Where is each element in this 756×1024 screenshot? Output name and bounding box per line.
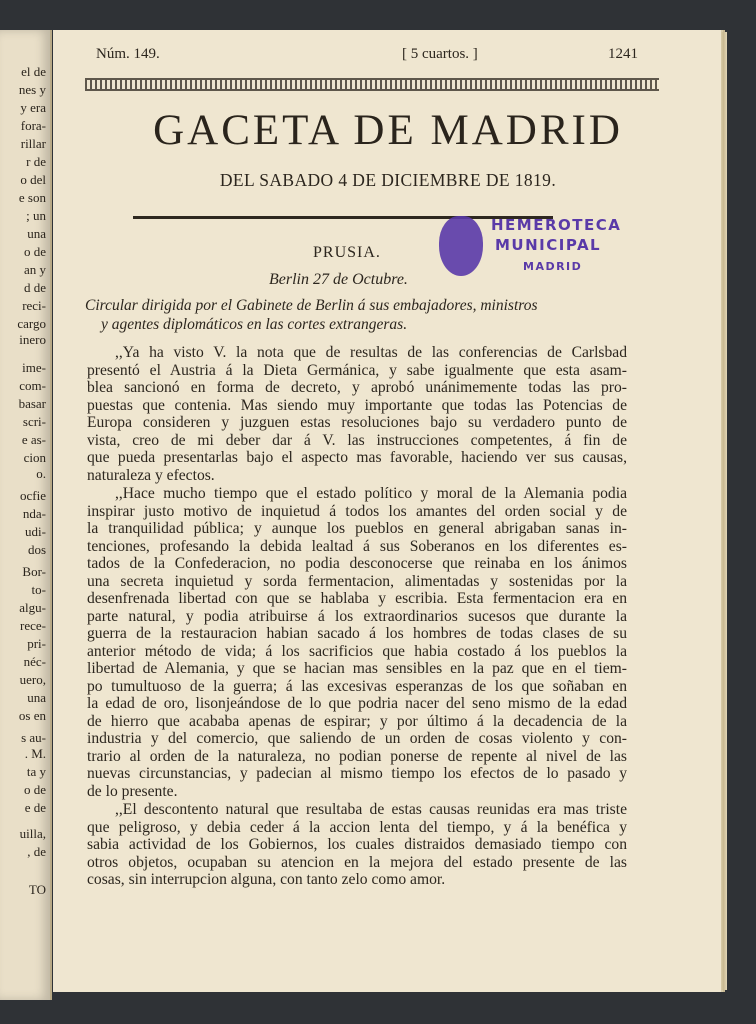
left-page-text-fragment: una bbox=[27, 690, 46, 705]
circular-heading bbox=[85, 296, 625, 334]
left-page-text-fragment: fora- bbox=[20, 118, 46, 133]
left-page-fragment bbox=[0, 30, 52, 1000]
left-page-text-fragment: e son bbox=[18, 190, 46, 205]
left-page-text-fragment: cargo bbox=[17, 316, 46, 331]
text-line: vista, creo de mi deber dar á V. las instrucciones competentes, á fin de bbox=[87, 431, 627, 449]
left-page-text-fragment: d de bbox=[23, 280, 46, 295]
page-edge bbox=[721, 32, 727, 990]
left-page-text-fragment: udi- bbox=[25, 524, 46, 539]
left-page-text-fragment: to- bbox=[31, 582, 46, 597]
stamp-line-1: HEMEROTECA bbox=[491, 216, 622, 234]
text-line: nuevas circunstancias, y padecian al mismo tiempo los efectos de lo pasado y bbox=[87, 765, 627, 782]
left-page-text-fragment: uero, bbox=[19, 672, 46, 687]
issue-number: Núm. 149. bbox=[96, 46, 160, 62]
text-line: la edad de oro, lisonjeándose de lo que podria nacer del seno mismo de la edad bbox=[87, 695, 627, 712]
left-page-text-fragment: basar bbox=[18, 396, 46, 411]
library-stamp bbox=[439, 214, 639, 280]
left-page-text-fragment: ; un bbox=[26, 208, 46, 223]
left-page-text-fragment: uilla, bbox=[19, 826, 46, 841]
article-paragraph bbox=[87, 801, 627, 889]
text-line: que peligroso, y debia ceder á la accion lenta del tiempo, y á la benéfica y bbox=[87, 818, 627, 836]
left-page-text-fragment: el de bbox=[21, 64, 46, 79]
text-line: ,,El descontento natural que resultaba de estas causas reunidas era mas triste bbox=[115, 801, 627, 818]
left-page-text-fragment: cion bbox=[23, 450, 46, 465]
left-page-text-fragment: dos bbox=[27, 542, 46, 557]
left-page-text-fragment: o del bbox=[20, 172, 46, 187]
left-page-text-fragment: nes y bbox=[18, 82, 46, 97]
stamp-line-3: MADRID bbox=[523, 260, 583, 273]
decorative-rule bbox=[85, 78, 659, 91]
text-line: cosas, sin interrupcion alguna, con tanto zelo como amor. bbox=[87, 871, 446, 888]
left-page-text-fragment: rillar bbox=[20, 136, 46, 151]
text-line: desenfrenada libertad con que se hablaba y escribia. Esta fermentacion era en bbox=[87, 590, 627, 607]
left-page-text-fragment: s au- bbox=[21, 730, 46, 745]
left-page-text-fragment: ocfie bbox=[20, 488, 46, 503]
masthead-title: GACETA DE MADRID bbox=[153, 107, 623, 154]
text-line: que pueda presentarlas bajo el aspecto mas favorable, haciendo ver sus causas, bbox=[87, 449, 627, 466]
text-line: naturaleza y efectos. bbox=[87, 466, 215, 484]
left-page-text-fragment: . M. bbox=[24, 746, 46, 761]
article-body bbox=[87, 344, 627, 890]
left-page-text-fragment: y era bbox=[20, 100, 46, 115]
text-line: presentó el Austria á la Dieta Germánica, y sabe igualmente que esta asam- bbox=[87, 361, 627, 379]
article-paragraph bbox=[87, 344, 627, 484]
left-page-text-fragment: e as- bbox=[21, 432, 46, 447]
text-line: la tranquilidad pública; y aunque los pueblos en general abrigaban sanas in- bbox=[87, 520, 627, 537]
page-header bbox=[96, 46, 656, 70]
left-page-text-fragment: o. bbox=[36, 466, 46, 481]
text-line: po tumultuoso de la guerra; á las excesivas esperanzas de los que soñaban en bbox=[87, 677, 627, 695]
text-line: inspirar justo motivo de inquietud á todos los amantes del orden social y de bbox=[87, 502, 627, 520]
text-line: libertad de Alemania, y que se hacian mas sensibles en la paz que en el tiem- bbox=[87, 660, 627, 677]
left-page-text-fragment: ta y bbox=[26, 764, 46, 779]
left-page-text-fragment: com- bbox=[19, 378, 46, 393]
left-page-text-fragment: reci- bbox=[22, 298, 46, 313]
left-page-text-fragment: algu- bbox=[19, 600, 46, 615]
left-page-text-fragment: an y bbox=[23, 262, 46, 277]
dateline: DEL SABADO 4 DE DICIEMBRE DE 1819. bbox=[219, 170, 557, 190]
text-line: ,,Ya ha visto V. la nota que de resultas de las conferencias de Carlsbad bbox=[115, 344, 627, 361]
article-paragraph bbox=[87, 485, 627, 800]
text-line: una secreta inquietud y sorda fermentacion, alimentadas y sostenidas por la bbox=[87, 572, 627, 590]
text-line: parte natural, y podia atribuirse á los extraordinarios sucesos que durante la bbox=[87, 607, 627, 625]
circular-line: Circular dirigida por el Gabinete de Berlin á sus embajadores, ministros bbox=[85, 297, 538, 314]
text-line: puestas que contenia. Mas siendo muy importante que todas las Potencias de bbox=[87, 396, 627, 414]
text-line: trario al orden de la naturaleza, no podian ponerse de repente al nivel de las bbox=[87, 747, 627, 765]
text-line: anterior método de vida; á los sacrificios que habia costado á los pueblos la bbox=[87, 642, 627, 660]
left-page-text-fragment: o de bbox=[23, 782, 46, 797]
left-page-text-fragment: os en bbox=[18, 708, 46, 723]
text-line: de hierro que acababa apenas de espirar; y por último á la decadencia de la bbox=[87, 712, 627, 730]
left-page-text-fragment: Bor- bbox=[22, 564, 46, 579]
seal-icon bbox=[439, 216, 483, 276]
left-page-text-fragment: nda- bbox=[22, 506, 46, 521]
issue-price: [ 5 cuartos. ] bbox=[402, 46, 478, 62]
left-page-text-fragment: una bbox=[27, 226, 46, 241]
page-number: 1241 bbox=[608, 46, 638, 62]
left-page-text-fragment: scri- bbox=[22, 414, 46, 429]
newspaper-page bbox=[53, 30, 721, 992]
text-line: blea sancionó en forma de decreto, y aprobó unánimemente todas las pro- bbox=[87, 379, 627, 396]
left-page-text-fragment: TO bbox=[28, 882, 46, 897]
place-date: Berlin 27 de Octubre. bbox=[269, 271, 408, 288]
text-line: Europa consideren y juzguen estas resoluciones bajo su verdadero punto de bbox=[87, 414, 627, 431]
left-page-text-fragment: , de bbox=[27, 844, 46, 859]
text-line: guerra de la restauracion habian sacado á los hombres de todas clases de su bbox=[87, 625, 627, 642]
text-line: otros objetos, ocupaban su atencion en la mejora del estado presente de las bbox=[87, 853, 627, 871]
text-line: industria y del comercio, que saliendo de un orden de cosas violento y con- bbox=[87, 730, 627, 747]
text-line: tenciones, profesando la debida lealtad á sus Soberanos en los diferentes es- bbox=[87, 537, 627, 555]
text-line: de lo presente. bbox=[87, 782, 178, 800]
circular-line: y agentes diplomáticos en las cortes extrangeras. bbox=[101, 316, 408, 333]
left-page-text-fragment: inero bbox=[19, 332, 46, 347]
left-page-text-fragment: néc- bbox=[23, 654, 46, 669]
text-line: sabia actividad de los Gobiernos, los cuales distraidos demasiado tiempo con bbox=[87, 836, 627, 853]
text-line: tados de la Confederacion, no podia desconocerse que reinaba en los ánimos bbox=[87, 555, 627, 572]
section-heading: PRUSIA. bbox=[313, 244, 381, 261]
text-line: ,,Hace mucho tiempo que el estado político y moral de la Alemania podia bbox=[115, 485, 627, 502]
left-page-text-fragment: pri- bbox=[27, 636, 46, 651]
left-page-text-fragment: ime- bbox=[22, 360, 46, 375]
left-page-text-fragment: r de bbox=[26, 154, 46, 169]
left-page-text-fragment: e de bbox=[24, 800, 46, 815]
stamp-line-2: MUNICIPAL bbox=[495, 236, 602, 254]
left-page-text-fragment: rece- bbox=[20, 618, 46, 633]
left-page-text-fragment: o de bbox=[23, 244, 46, 259]
